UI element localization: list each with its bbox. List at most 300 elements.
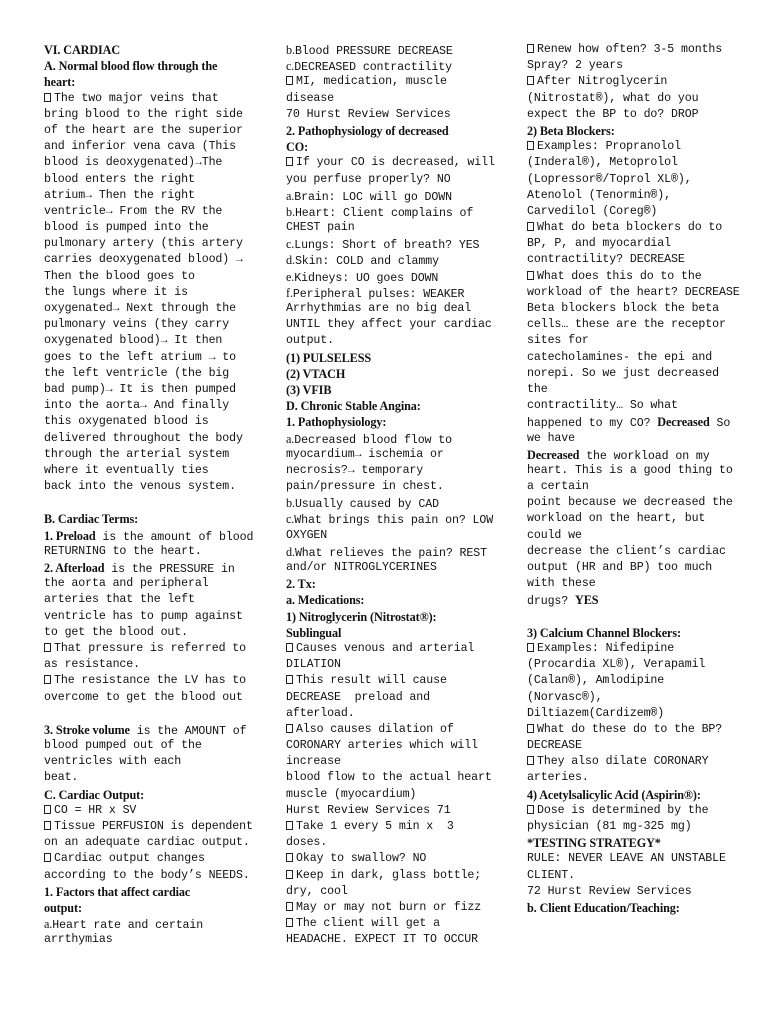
text-segment: the (527, 382, 548, 396)
text-segment: Spray? 2 years (527, 59, 624, 73)
text-segment: (Lopressor®/Toprol XL®), (527, 172, 692, 186)
text-line (286, 317, 492, 333)
text-line (44, 916, 244, 932)
text-segment: arteries that the left (44, 593, 195, 607)
text-line (44, 269, 244, 285)
bullet-box-icon (286, 157, 293, 166)
bold-text: CO: (286, 140, 309, 155)
bullet-box-icon (286, 918, 293, 927)
text-line (286, 544, 487, 560)
text-line (527, 350, 727, 366)
text-segment: oxygenated→ Next through the (44, 302, 237, 315)
bold-text: Decreased (657, 415, 710, 430)
bullet-box-icon (44, 821, 51, 830)
text-line (44, 932, 244, 948)
text-line (44, 431, 244, 447)
bullet-box-icon (286, 643, 293, 652)
text-line (527, 868, 727, 884)
text-segment: Kidneys: UO goes DOWN (294, 271, 439, 285)
bold-text: 4) Acetylsalicylic Acid (Aspirin®): (527, 787, 701, 802)
text-segment: norepi. So we just decreased (527, 366, 720, 380)
text-segment: RETURNING to the heart. (44, 544, 202, 558)
text-line (527, 252, 727, 268)
text-line (527, 91, 727, 107)
text-line (44, 673, 247, 689)
text-segment: UNTIL they affect your cardiac (286, 318, 492, 332)
text-line (44, 366, 244, 382)
text-line (286, 123, 482, 139)
text-line (286, 236, 482, 252)
text-segment: The client will get a (296, 917, 441, 931)
text-line (44, 544, 244, 560)
text-line (286, 641, 482, 657)
text-line (527, 738, 727, 754)
text-line (527, 803, 727, 819)
text-segment: Tissue PERFUSION is dependent (54, 820, 253, 833)
text-line (286, 625, 482, 641)
text-segment: Diltiazem(Cardizem®) (527, 706, 665, 720)
text-segment: (Inderal®), Metoprolol (527, 156, 678, 170)
text-segment: OXYGEN (286, 528, 328, 542)
text-line (44, 738, 244, 754)
text-line (527, 690, 727, 706)
text-line (527, 528, 727, 544)
text-line (527, 107, 727, 123)
text-line (44, 706, 244, 722)
text-segment: blood is pumped into the (44, 221, 209, 235)
text-segment: overcome to get the blood out (44, 690, 243, 704)
text-segment: you perfuse properly? NO (286, 172, 451, 186)
text-segment: necrosis?→ temporary (286, 463, 424, 477)
text-segment: back into the venous system. (44, 480, 237, 494)
text-line (44, 770, 244, 786)
bullet-box-icon (286, 902, 293, 911)
text-line (527, 479, 727, 495)
bullet-box-icon (44, 675, 51, 684)
text-line (527, 398, 727, 414)
text-line (286, 609, 482, 625)
text-line (527, 511, 727, 527)
text-line (286, 592, 482, 608)
text-segment: pulmonary veins (they carry (44, 318, 230, 332)
bullet-box-icon (44, 643, 51, 652)
text-line (44, 333, 244, 349)
text-line (286, 58, 482, 74)
text-line (527, 269, 727, 285)
text-segment: Usually caused by CAD (294, 498, 439, 512)
text-segment: with these (527, 577, 596, 591)
text-segment: and inferior vena cava (This (44, 140, 237, 154)
bold-text: 1. Preload (44, 528, 96, 543)
text-line (527, 414, 731, 431)
text-line (44, 220, 244, 236)
text-line (44, 609, 244, 625)
bold-text: 3. Stroke volume (44, 722, 130, 737)
text-segment: That pressure is referred to (54, 641, 247, 655)
text-column-2 (286, 42, 495, 949)
text-segment: d. (286, 544, 295, 559)
bullet-box-icon (527, 643, 534, 652)
text-segment: arteries. (527, 771, 589, 785)
text-line (286, 576, 482, 592)
text-segment: Causes venous and arterial (296, 641, 475, 655)
text-segment: e. (286, 269, 295, 284)
text-line (286, 722, 482, 738)
text-segment: dry, cool (286, 884, 348, 898)
text-line (527, 317, 727, 333)
text-line (527, 74, 727, 90)
text-line (527, 285, 740, 301)
text-line (286, 673, 482, 689)
text-segment: Beta blockers block the beta (527, 302, 720, 315)
text-line (527, 431, 727, 447)
text-segment: where it eventually ties (44, 463, 209, 477)
bullet-box-icon (286, 724, 293, 733)
text-line (527, 625, 727, 641)
text-segment: Lungs: Short of breath? YES (294, 239, 480, 253)
text-segment: Then the blood goes to (44, 269, 195, 283)
text-segment: as resistance. (44, 658, 141, 672)
bold-text: VI. CARDIAC (44, 43, 121, 57)
text-line (44, 787, 244, 803)
bullet-box-icon (527, 805, 534, 814)
text-segment: 72 Hurst Review Services (527, 884, 692, 898)
text-segment: Atenolol (Tenormin®), (527, 188, 672, 202)
text-segment: Heart rate and certain (52, 919, 204, 933)
text-line (527, 770, 727, 786)
text-segment: c. (286, 512, 295, 527)
text-line (44, 528, 254, 544)
text-line (44, 560, 244, 576)
text-line (44, 690, 244, 706)
text-segment: c. (286, 237, 295, 252)
text-line (286, 447, 482, 463)
text-segment: into the aorta→ And finally (44, 399, 230, 413)
bold-text: heart: (44, 75, 76, 90)
text-segment: bad pump)→ It is then pumped (44, 382, 237, 396)
bold-text: B. Cardiac Terms: (44, 512, 139, 527)
text-line (286, 269, 482, 285)
text-segment: Cardiac output changes (54, 852, 205, 866)
text-line (44, 123, 244, 139)
text-line (44, 236, 244, 252)
text-line (286, 819, 482, 835)
text-line (44, 155, 244, 171)
text-segment: DECREASED contractility (294, 61, 452, 75)
text-segment: Carvedilol (Coreg®) (527, 204, 658, 218)
text-segment: afterload. (286, 706, 355, 720)
text-line (44, 835, 250, 851)
text-line (286, 42, 482, 58)
text-segment: ventricles with each (44, 755, 182, 769)
text-line (286, 754, 482, 770)
text-segment: RULE: NEVER LEAVE AN UNSTABLE (527, 852, 726, 866)
text-segment: blood pumped out of the (44, 739, 202, 753)
text-line (527, 754, 727, 770)
text-segment: What relieves the pain? REST (294, 546, 487, 560)
text-line (527, 706, 727, 722)
text-segment: disease (286, 91, 335, 105)
text-segment: May or may not burn or fizz (296, 900, 482, 914)
text-segment: DILATION (286, 658, 341, 672)
text-segment: cells… these are the receptor (527, 318, 726, 332)
text-segment: arrthymias (44, 933, 113, 947)
text-line (44, 204, 244, 220)
text-line (527, 576, 727, 592)
text-line (527, 722, 727, 738)
text-line (44, 868, 250, 884)
text-line (286, 204, 482, 220)
text-line (527, 155, 727, 171)
text-line (286, 463, 482, 479)
bold-text: *TESTING STRATEGY* (527, 836, 661, 851)
text-line (44, 819, 253, 835)
text-segment: heart. This is a good thing to (527, 463, 733, 477)
text-line (286, 770, 492, 786)
text-segment: delivered throughout the body (44, 431, 243, 445)
text-line (44, 398, 244, 414)
text-segment: the lungs where it is (44, 285, 189, 299)
text-line (286, 252, 482, 268)
text-segment: pain/pressure in chest. (286, 480, 444, 494)
text-segment: Okay to swallow? NO (296, 852, 427, 866)
text-line (44, 172, 244, 188)
text-segment: c. (286, 59, 295, 74)
text-line (527, 447, 727, 463)
text-line (286, 835, 482, 851)
text-line (286, 220, 482, 236)
text-segment: DECREASE preload and (286, 690, 431, 704)
text-segment: expect the BP to do? DROP (527, 107, 699, 121)
text-segment: CHEST pain (286, 221, 355, 235)
text-line (527, 236, 727, 252)
text-line (286, 900, 482, 916)
bold-text: (3) VFIB (286, 382, 332, 397)
text-segment: the workload on my (579, 449, 710, 463)
text-segment: Decreased blood flow to (294, 433, 452, 447)
text-line (286, 382, 482, 398)
text-segment: The resistance the LV has to (54, 674, 247, 688)
text-segment: (Nitrostat®), what do you (527, 91, 699, 105)
text-line (527, 220, 727, 236)
text-segment: the aorta and peripheral (44, 577, 209, 591)
text-line (286, 172, 482, 188)
text-line (44, 74, 244, 90)
text-line (44, 42, 244, 58)
text-segment: blood enters the right (44, 172, 195, 186)
text-segment: a. (286, 431, 295, 446)
text-line (527, 188, 727, 204)
bold-text: b. Client Education/Teaching: (527, 900, 680, 915)
text-segment: blood flow to the actual heart (286, 771, 492, 785)
text-line (286, 431, 482, 447)
bold-text: 1. Factors that affect cardiac (44, 884, 191, 899)
text-line (286, 74, 482, 90)
text-segment: The two major veins that (54, 91, 219, 105)
text-segment: catecholamines- the epi and (527, 350, 713, 364)
text-segment: ventricle→ From the RV the (44, 204, 223, 218)
text-line (286, 479, 482, 495)
text-line (44, 252, 244, 268)
text-line (286, 851, 482, 867)
text-segment: Examples: Nifedipine (537, 641, 675, 655)
text-line (44, 447, 244, 463)
text-segment: If your CO is decreased, will (296, 156, 495, 170)
text-line (44, 495, 244, 511)
text-line (44, 350, 244, 366)
text-segment: and/or NITROGLYCERINES (286, 561, 437, 574)
text-segment: This result will cause (296, 674, 447, 688)
text-segment: of the heart are the superior (44, 123, 243, 137)
text-segment: Peripheral pulses: WEAKER (292, 287, 465, 301)
text-line (527, 835, 727, 851)
text-line (44, 592, 244, 608)
text-line (286, 916, 482, 932)
text-line (527, 123, 727, 139)
text-segment: What do these do to the BP? (537, 722, 723, 736)
bullet-box-icon (286, 853, 293, 862)
text-line (286, 350, 482, 366)
bullet-box-icon (527, 44, 534, 53)
text-line (44, 317, 244, 333)
text-line (286, 787, 482, 803)
text-segment: a certain (527, 480, 589, 494)
text-segment: contractility? DECREASE (527, 253, 685, 267)
text-line (286, 932, 482, 948)
text-segment: pulmonary artery (this artery (44, 237, 243, 251)
bullet-box-icon (527, 271, 534, 280)
text-segment: output. (286, 334, 335, 348)
text-line (286, 511, 494, 528)
text-line (527, 42, 727, 58)
text-line (286, 398, 482, 414)
text-segment: doses. (286, 836, 328, 850)
text-line (44, 722, 247, 738)
text-line (44, 657, 244, 673)
text-segment: a. (286, 188, 295, 203)
bold-text: C. Cardiac Output: (44, 787, 145, 802)
text-segment: Blood PRESSURE DECREASE (294, 45, 453, 58)
bold-text: 3) Calcium Channel Blockers: (527, 625, 681, 640)
text-segment: b. (286, 204, 295, 219)
bold-text: 2. Afterload (44, 561, 105, 575)
text-line (286, 188, 482, 204)
bullet-box-icon (286, 870, 293, 879)
text-segment: (Calan®), Amlodipine (527, 674, 665, 688)
text-line (527, 592, 727, 608)
text-line (527, 787, 727, 803)
text-segment: is the amount of blood (95, 530, 254, 544)
text-segment: we have (527, 431, 576, 445)
text-segment: Take 1 every 5 min x 3 (296, 820, 454, 833)
text-segment: a. (44, 917, 53, 932)
text-line (44, 479, 244, 495)
text-segment: sites for (527, 334, 589, 348)
bold-text: (2) VTACH (286, 366, 346, 381)
bullet-box-icon (44, 805, 51, 814)
bullet-box-icon (286, 76, 293, 85)
text-segment: muscle (myocardium) (286, 787, 417, 801)
text-line (286, 884, 482, 900)
text-segment: increase (286, 755, 341, 769)
text-segment: So (709, 417, 731, 431)
text-segment: What does this do to the (537, 269, 702, 283)
bullet-box-icon (527, 222, 534, 231)
text-segment: contractility… So what (527, 399, 678, 413)
text-line (44, 511, 244, 527)
text-line (286, 414, 482, 430)
text-segment: Brain: LOC will go DOWN (294, 190, 452, 204)
text-line (286, 706, 482, 722)
text-segment: through the arterial system (44, 447, 230, 461)
bold-text: 1) Nitroglycerin (Nitrostat®): (286, 609, 437, 624)
text-segment: MI, medication, muscle (296, 75, 447, 89)
text-column-1 (44, 42, 254, 949)
text-segment: (Norvasc®), (527, 690, 603, 704)
text-line (286, 139, 482, 155)
text-segment: ventricle has to pump against (44, 609, 243, 623)
text-line (286, 868, 482, 884)
text-segment: goes to the left atrium → to (44, 350, 237, 364)
text-segment: CLIENT. (527, 868, 576, 882)
text-segment: b. (286, 496, 295, 511)
text-segment: output (HR and BP) too much (527, 561, 713, 574)
text-segment: this oxygenated blood is (44, 415, 209, 429)
bullet-box-icon (286, 821, 293, 830)
text-line (286, 803, 482, 819)
text-segment: to get the blood out. (44, 625, 189, 639)
text-line (527, 463, 733, 479)
text-segment: workload of the heart? DECREASE (527, 285, 740, 299)
text-segment: decrease the client’s cardiac (527, 544, 726, 558)
text-line (44, 285, 244, 301)
text-segment: What do beta blockers do to (537, 221, 723, 235)
text-segment: BP, P, and myocardial (527, 237, 672, 251)
text-line (44, 803, 244, 819)
text-line (527, 366, 727, 382)
text-line (44, 188, 244, 204)
bullet-box-icon (527, 141, 534, 150)
bold-text: YES (575, 593, 599, 608)
bold-text: 2. Tx: (286, 577, 316, 592)
text-line (527, 544, 727, 560)
text-segment: Arrhythmias are no big deal (286, 302, 472, 315)
text-line (286, 301, 482, 317)
text-line (527, 301, 727, 317)
text-line (527, 495, 733, 511)
bullet-box-icon (44, 853, 51, 862)
text-segment: 70 Hurst Review Services (286, 107, 451, 121)
text-segment: Renew how often? 3-5 months (537, 43, 723, 56)
text-segment: drugs? (527, 595, 576, 609)
bold-text: D. Chronic Stable Angina: (286, 399, 421, 414)
text-segment: according to the body’s NEEDS. (44, 868, 250, 882)
text-segment: is the PRESSURE in (104, 563, 235, 576)
text-line (527, 673, 727, 689)
text-line (44, 754, 244, 770)
text-line (286, 528, 482, 544)
text-segment: happened to my CO? (527, 417, 658, 431)
text-column-3 (527, 42, 740, 916)
text-line (527, 851, 727, 867)
bullet-box-icon (286, 675, 293, 684)
text-line (527, 382, 727, 398)
text-line (527, 172, 727, 188)
text-segment: Keep in dark, glass bottle; (296, 868, 482, 882)
text-line (286, 657, 482, 673)
bold-text: 2) Beta Blockers: (527, 123, 615, 138)
text-segment: Heart: Client complains of (294, 206, 474, 220)
